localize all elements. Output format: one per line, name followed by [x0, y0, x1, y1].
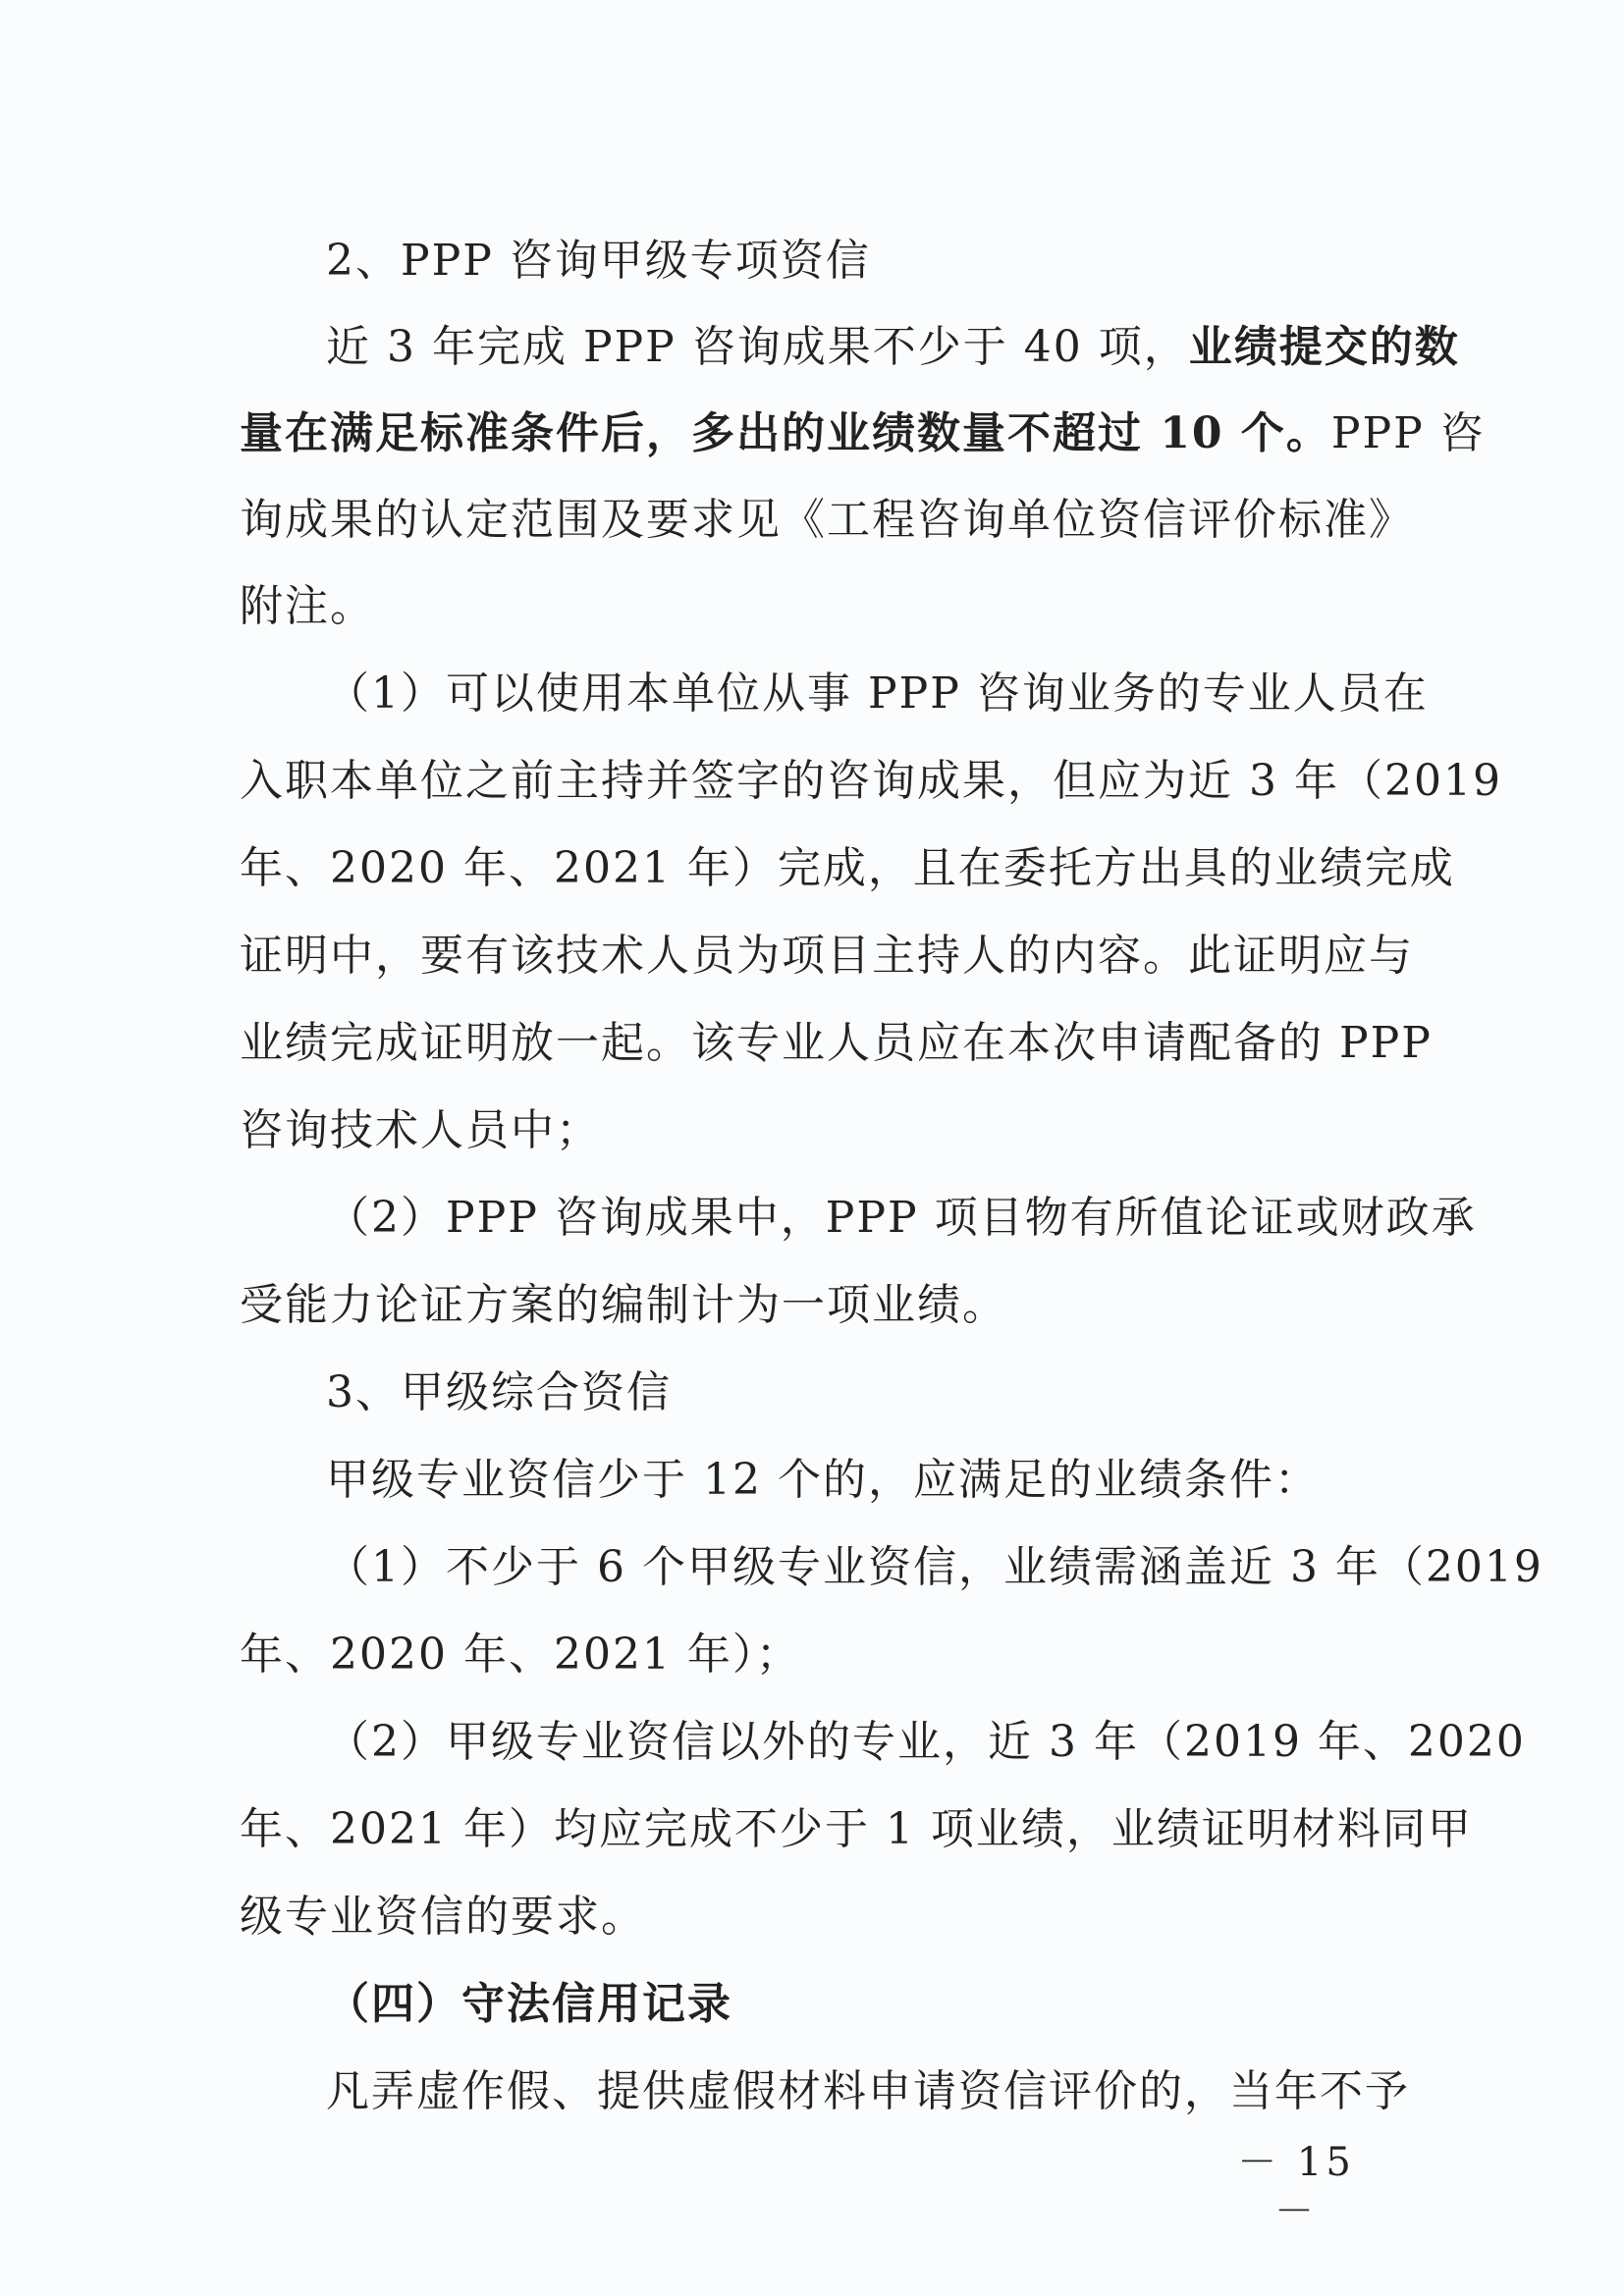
paragraph-line — [240, 841, 1455, 896]
subheading-comprehensive — [326, 1365, 1379, 1420]
paragraph-text: PPP 咨 — [1330, 408, 1486, 458]
paragraph-text: 近 3 年完成 PPP 咨询成果不少于 40 项， — [326, 322, 1189, 372]
paragraph-line — [240, 754, 1502, 809]
paragraph-text: 询成果的认定范围及要求见《工程咨询单位资信评价标准》 — [240, 495, 1414, 545]
paragraph-text: （1）不少于 6 个甲级专业资信，业绩需涵盖近 3 年（2019 — [326, 1542, 1543, 1592]
list-item-1 — [326, 667, 1429, 721]
subheading-text: 2、PPP 咨询甲级专项资信 — [326, 236, 871, 286]
paragraph-text: （2）PPP 咨询成果中，PPP 项目物有所值论证或财政承 — [326, 1193, 1477, 1243]
paragraph-line — [326, 2064, 1410, 2119]
emphasis-text: 量在满足标准条件后，多出的业绩数量不超过 10 个。 — [240, 408, 1331, 458]
paragraph-text: 咨询技术人员中； — [240, 1105, 601, 1155]
list-item-1 — [326, 1540, 1543, 1595]
paragraph-text: 入职本单位之前主持并签字的咨询成果，但应为近 3 年（2019 — [240, 756, 1502, 806]
paragraph-line — [240, 493, 1414, 548]
paragraph-line — [240, 406, 1486, 461]
paragraph-line — [240, 1628, 1379, 1682]
emphasis-text: 业绩提交的数 — [1188, 322, 1460, 372]
page-number: － 15 － — [1237, 2140, 1355, 2234]
paragraph-line — [240, 1016, 1433, 1071]
paragraph-text: 附注。 — [240, 581, 375, 631]
paragraph-text: 级专业资信的要求。 — [240, 1892, 646, 1942]
paragraph-text: （1）可以使用本单位从事 PPP 咨询业务的专业人员在 — [326, 668, 1429, 719]
paragraph-text: （2）甲级专业资信以外的专业，近 3 年（2019 年、2020 — [326, 1717, 1526, 1767]
paragraph-line — [240, 579, 1379, 634]
paragraph-text: 证明中，要有该技术人员为项目主持人的内容。此证明应与 — [240, 931, 1414, 981]
paragraph-text: 年、2020 年、2021 年）完成，且在委托方出具的业绩完成 — [240, 843, 1455, 893]
list-item-2 — [326, 1715, 1526, 1770]
section-heading-text: （四）守法信用记录 — [326, 1979, 732, 2029]
paragraph-text: 凡弄虚作假、提供虚假材料申请资信评价的，当年不予 — [326, 2066, 1410, 2116]
paragraph-text: 受能力论证方案的编制计为一项业绩。 — [240, 1280, 1007, 1330]
paragraph-text: 年、2021 年）均应完成不少于 1 项业绩，业绩证明材料同甲 — [240, 1804, 1473, 1854]
subheading-text: 3、甲级综合资信 — [326, 1367, 672, 1417]
paragraph-text: 甲级专业资信少于 12 个的，应满足的业绩条件： — [326, 1455, 1320, 1505]
paragraph-line — [240, 1103, 1379, 1158]
paragraph-text: 年、2020 年、2021 年）； — [240, 1629, 801, 1680]
paragraph-line — [240, 1890, 1379, 1945]
subheading-ppp-grade-a — [326, 234, 1379, 289]
paragraph-line — [326, 320, 1460, 375]
list-item-2 — [326, 1191, 1477, 1246]
paragraph-line — [326, 1453, 1379, 1508]
paragraph-text: 业绩完成证明放一起。该专业人员应在本次申请配备的 PPP — [240, 1018, 1433, 1068]
paragraph-line — [240, 1802, 1473, 1857]
paragraph-line — [240, 929, 1414, 984]
section-heading-credit-record — [326, 1977, 1379, 2032]
paragraph-line — [240, 1278, 1379, 1333]
